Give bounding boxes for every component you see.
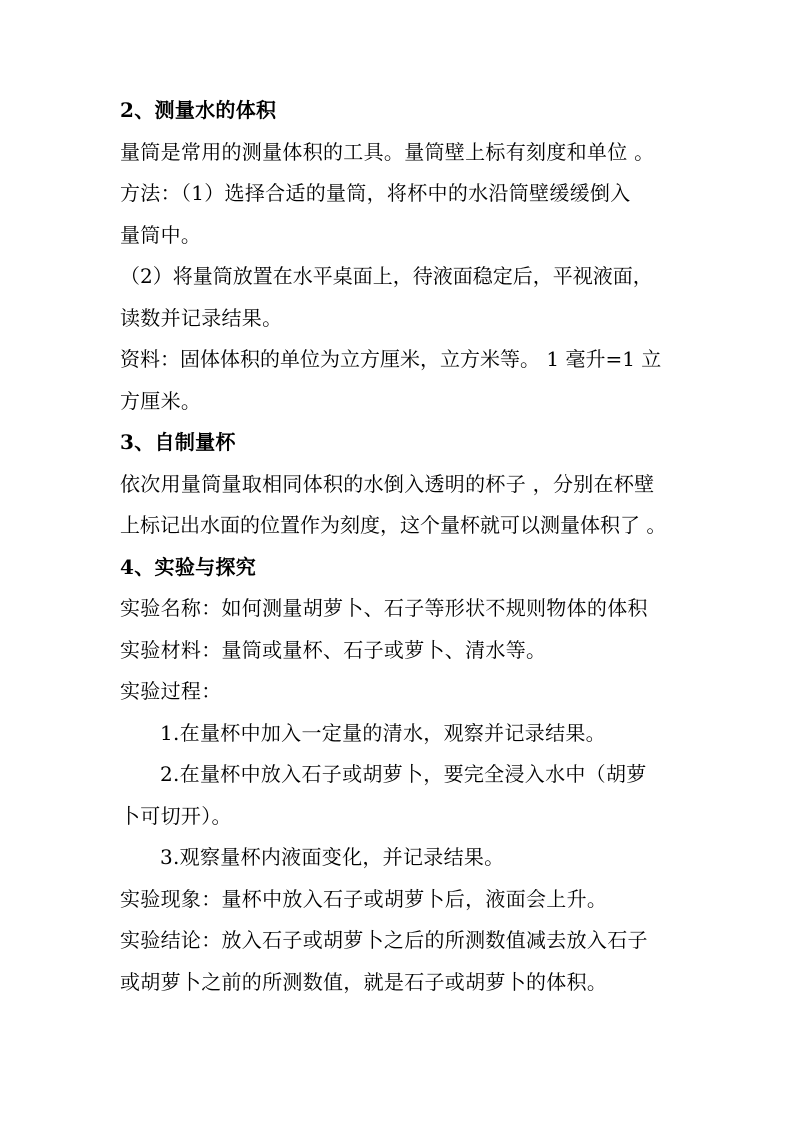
section-heading-homemade-cup: 3、自制量杯	[120, 430, 236, 454]
list-item: 3.观察量杯内液面变化，并记录结果。	[160, 845, 505, 869]
paragraph-line: 实验现象：量杯中放入石子或胡萝卜后，液面会上升。	[120, 886, 608, 911]
paragraph-line: 实验过程：	[120, 679, 222, 703]
paragraph-line: 方法：（1）选择合适的量筒，将杯中的水沿筒壁缓缓倒入	[120, 181, 631, 205]
paragraph-line: （2）将量筒放置在水平桌面上，待液面稳定后，平视液面，	[120, 264, 653, 288]
paragraph-line: 或胡萝卜之前的所测数值，就是石子或胡萝卜的体积。	[120, 969, 608, 994]
paragraph-line: 实验名称：如何测量胡萝卜、石子等形状不规则物体的体积	[120, 596, 648, 620]
paragraph-line: 依次用量筒量取相同体积的水倒入透明的杯子 ，分别在杯壁	[120, 471, 655, 496]
paragraph-line: 实验材料：量筒或量杯、石子或萝卜、清水等。	[120, 637, 547, 662]
paragraph-line: 上标记出水面的位置作为刻度，这个量杯就可以测量体积了 。	[120, 513, 667, 537]
paragraph-line: 资料：固体体积的单位为立方厘米，立方米等。 1 毫升=1 立	[120, 347, 662, 371]
section-heading-experiment: 4、实验与探究	[120, 554, 257, 579]
list-item: 2.在量杯中放入石子或胡萝卜，要完全浸入水中（胡萝	[160, 762, 647, 786]
paragraph-line: 读数并记录结果。	[120, 305, 283, 330]
paragraph-line: 方厘米。	[120, 388, 202, 413]
paragraph-line: 卜可切开）。	[120, 803, 232, 828]
paragraph-line: 量筒是常用的测量体积的工具。量筒壁上标有刻度和单位 。	[120, 139, 655, 164]
document-page	[120, 98, 680, 1011]
paragraph-line: 实验结论：放入石子或胡萝卜之后的所测数值减去放入石子	[120, 928, 648, 952]
section-heading-measure-water: 2、测量水的体积	[120, 98, 277, 122]
paragraph-line: 量筒中。	[120, 222, 202, 247]
list-item: 1.在量杯中加入一定量的清水，观察并记录结果。	[160, 720, 606, 745]
